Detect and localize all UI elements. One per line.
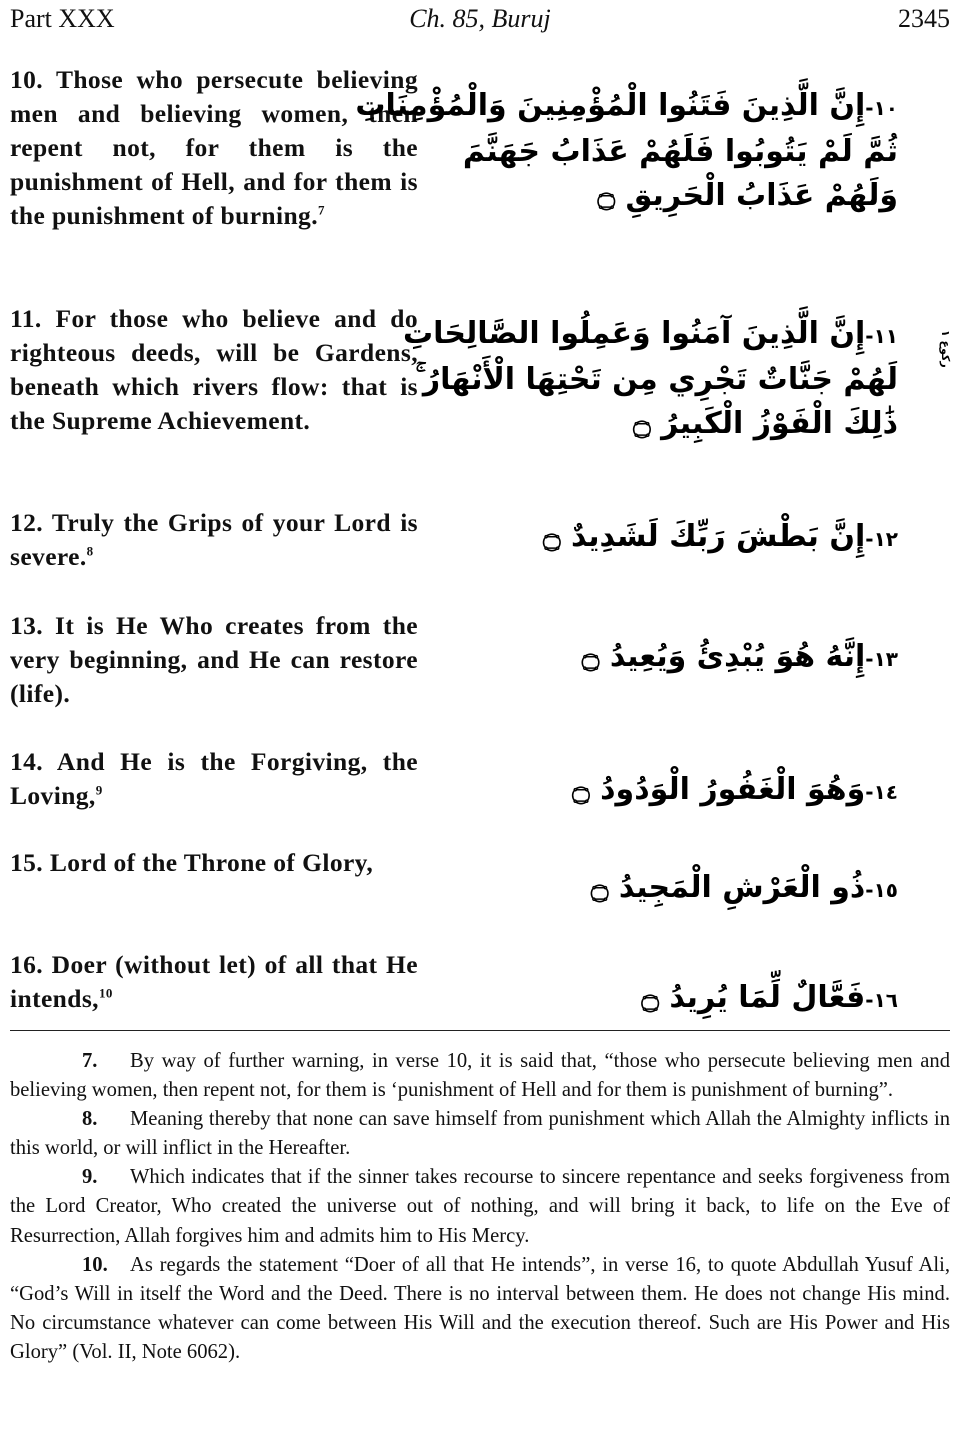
verse-arabic [458, 976, 898, 1022]
verse-arabic [458, 515, 898, 561]
arabic-line: ذَٰلِكَ الْفَوْزُ الْكَبِيرُ ۝ [633, 406, 898, 441]
ruku-marker: ركوع ١ [939, 330, 952, 368]
chapter-title: Ch. 85, Buruj [409, 4, 551, 33]
arabic-line: ١٤-وَهُوَ الْغَفُورُ الْوَدُودُ ۝ [572, 772, 898, 807]
part-label: Part XXX [10, 4, 115, 33]
verse-arabic [458, 635, 898, 681]
verse-english: 15. Lord of the Throne of Glory, [10, 848, 374, 877]
verse-english: 16. Doer (without let) of all that He intends,$^{10}$ [10, 950, 418, 1013]
verse-english: 11. For those who believe and do righteous deeds, will be Gardens, beneath which rivers flow: that is the Supreme Achievement. [10, 304, 418, 435]
arabic-verse-number: ١٤- [865, 780, 898, 804]
arabic-line: وَلَهُمْ عَذَابُ الْحَرِيقِ ۝ [597, 178, 898, 213]
arabic-line: ثُمَّ لَمْ يَتُوبُوا فَلَهُمْ عَذَابُ جَهَنَّمَ [462, 134, 898, 169]
verse-english: 10. Those who persecute believing men and believing women, then repent not, for them is the punishment of Hell, and for them is the punishment of burning.$^7$ [10, 65, 418, 230]
arabic-verse-number: ١١- [865, 324, 898, 348]
footnote-number: 9. [82, 1166, 98, 1189]
footnote-number: 8. [82, 1108, 98, 1131]
verse-arabic [458, 768, 898, 814]
footnote-ref: 9 [95, 782, 103, 798]
arabic-line: لَهُمْ جَنَّاتٌ تَجْرِي مِن تَحْتِهَا الْأَنْهَارُ ۚ [415, 362, 898, 397]
page-header [10, 2, 950, 36]
verse-arabic [458, 866, 898, 912]
verse-english: 13. It is He Who creates from the very beginning, and He can restore (life). [10, 611, 418, 708]
arabic-line: ١٦-فَعَّالٌ لِّمَا يُرِيدُ ۝ [641, 980, 898, 1015]
footnote: 10. As regards the statement “Doer of all that He intends”, in verse 16, to quote Abdullah Yusuf Ali, “God’s Will in itself the Word and the Deed. There is no interval between them. He does not change His mind. No circumstance whatever can come between His Will and the execution thereof. Such are His Power and His Glory” (Vol. II, Note 6062). [10, 1251, 950, 1367]
arabic-line: ١٥-ذُو الْعَرْشِ الْمَجِيدُ ۝ [590, 870, 898, 905]
footnotes [10, 1047, 950, 1367]
arabic-line: ١٣-إِنَّهُ هُوَ يُبْدِئُ وَيُعِيدُ ۝ [581, 639, 898, 674]
footnote: 8. Meaning thereby that none can save himself from punishment which Allah the Almighty inflicts in this world, or will inflict in the Hereafter. [10, 1105, 950, 1163]
arabic-verse-number: ١٦- [865, 988, 898, 1012]
verse-english: 14. And He is the Forgiving, the Loving,$^9$ [10, 747, 418, 810]
footnote-ref: 8 [86, 543, 94, 559]
arabic-verse-number: ١٢- [865, 527, 898, 551]
verse-english: 12. Truly the Grips of your Lord is severe.$^8$ [10, 508, 418, 571]
arabic-line: ١١-إِنَّ الَّذِينَ آمَنُوا وَعَمِلُوا الصَّالِحَاتِ [403, 316, 898, 351]
arabic-line: ١٠-إِنَّ الَّذِينَ فَتَنُوا الْمُؤْمِنِينَ وَالْمُؤْمِنَاتِ [355, 88, 898, 123]
footnote: 7. By way of further warning, in verse 10, it is said that, “those who persecute believing men and believing women, then repent not, for them is ‘punishment of Hell and for them is punishment of burning”. [10, 1047, 950, 1105]
page-number: 2345 [898, 4, 950, 33]
arabic-verse-number: ١٣- [865, 647, 898, 671]
footnote-number: 10. [82, 1253, 108, 1276]
arabic-verse-number: ١٥- [865, 878, 898, 902]
verse-arabic [403, 312, 898, 446]
footnote: 9. Which indicates that if the sinner takes recourse to sincere repentance and seeks forgiveness from the Lord Creator, Who created the universe out of nothing, and will bring it back, to life on the Eve of Resurrection, Allah forgives him and admits him to His Mercy. [10, 1163, 950, 1250]
footnote-ref: 10 [98, 985, 113, 1001]
footnote-number: 7. [82, 1050, 98, 1072]
footnote-divider [10, 1030, 950, 1031]
verse-arabic [355, 84, 898, 218]
footnote-ref: 7 [317, 202, 325, 218]
arabic-line: ١٢-إِنَّ بَطْشَ رَبِّكَ لَشَدِيدٌ ۝ [542, 519, 898, 554]
arabic-verse-number: ١٠- [865, 96, 898, 120]
